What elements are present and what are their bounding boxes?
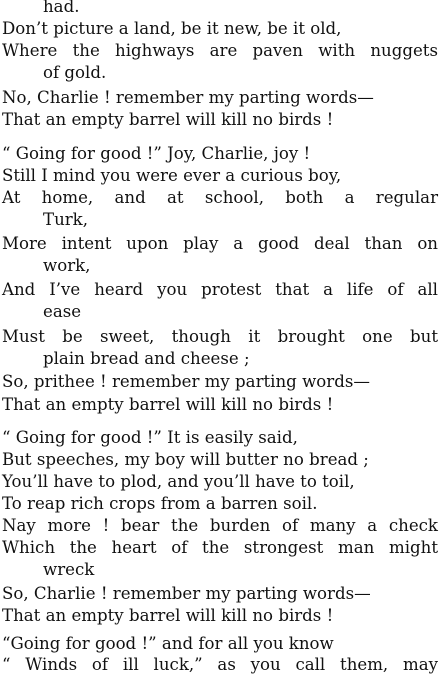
poem-line: No, Charlie ! remember my parting words— [2,88,374,107]
poem-line: That an empty barrel will kill no birds ! [2,395,334,414]
poem-line: At home, and at school, both a regular [2,188,438,207]
poem-line: You’ll have to plod, and you’ll have to toil, [2,472,355,491]
poem-line: So, Charlie ! remember my parting words— [2,584,371,603]
poem-line: work, [43,256,91,275]
poem-line: Still I mind you were ever a curious boy, [2,166,342,185]
poem-line: ease [43,302,82,321]
poem-line: Where the highways are paven with nuggets [2,41,438,60]
poem-line: But speeches, my boy will butter no bread ; [2,450,369,469]
poem-line: “ Going for good !” It is easily said, [2,428,298,447]
poem-line: Must be sweet, though it brought one but [2,327,438,346]
poem-line: had. [43,0,80,16]
poem-line: That an empty barrel will kill no birds ! [2,110,334,129]
poem-line: “ Going for good !” Joy, Charlie, joy ! [2,144,311,163]
poem-line: plain bread and cheese ; [43,349,250,368]
poem-line: “Going for good !” and for all you know [2,634,334,653]
poem-line: That an empty barrel will kill no birds ! [2,606,334,625]
poem-line: of gold. [43,63,107,82]
poem-line: Nay more ! bear the burden of many a check [2,516,438,535]
poem-line: More intent upon play a good deal than on [2,234,438,253]
poem-line: So, prithee ! remember my parting words— [2,372,370,391]
poem-line: Don’t picture a land, be it new, be it old, [2,19,342,38]
poem-line: And I’ve heard you protest that a life of all [2,280,438,299]
poem-line: Which the heart of the strongest man might [2,538,438,557]
poem-line: Turk, [43,210,89,229]
poem-line: “ Winds of ill luck,” as you call them, may [2,655,438,674]
poem-line: To reap rich crops from a barren soil. [2,494,318,513]
poem-line: wreck [43,560,95,579]
